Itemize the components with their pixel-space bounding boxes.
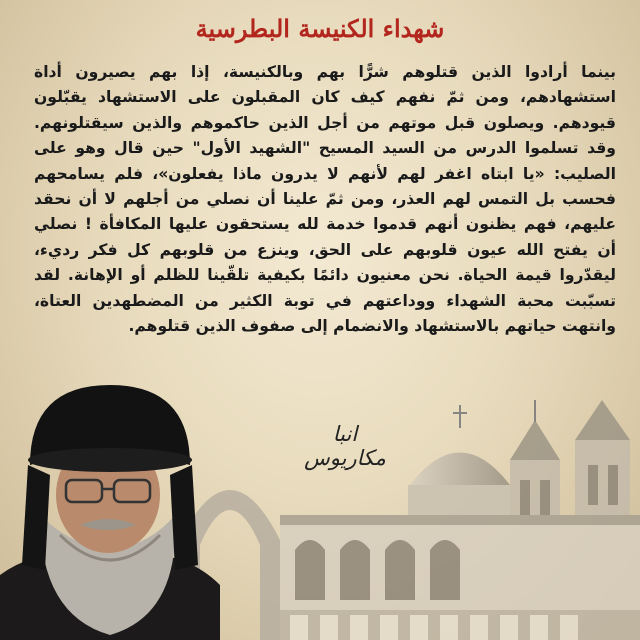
bishop-portrait (0, 385, 220, 640)
church-illustration (170, 400, 640, 640)
article-paragraph: بينما أرادوا الذين قتلوهم شرًّا بهم وبالكنيسة، إذا بهم يصيرون أداة استشهادهم، ومن ثمّ نفهم كيف كان المقبلون على الاستشهاد يقبّلون قيودهم. ويصلون قبل موتهم من أجل الذين حاكموهم والذين سيقتلونهم. وقد تسلموا الدرس من السيد المسيح "الشهيد الأول" حين قال وهو على الصليب: «يا ابتاه اغفر لهم لأنهم لا يدرون ماذا يفعلون»، فلم يسامحهم فحسب بل التمس لهم العذر، ومن ثمّ علينا أن نصلي من أجلهم لا أن نحقد عليهم، فهم يظنون أنهم قدموا خدمة لله يستحقون عليها المكافأة ! نصلي أن يفتح الله عيون قلوبهم على الحق، وينزع من قلوبهم كل فكر رديء، ليقدّروا قيمة الحياة. نحن معنيون دائمًا بكيفية تلقّينا للظلم أو الإهانة. لقد تسبّبت محبة الشهداء ووداعتهم في توبة الكثير من المضطهدين العتاة، وانتهت حياتهم بالاستشهاد والانضمام إلى صفوف الذين قتلوهم. (34, 63, 616, 336)
poster-title: شهداء الكنيسة البطرسية (195, 14, 445, 43)
author-signature: انبا مكاريوس (304, 422, 386, 470)
article-body (34, 60, 616, 339)
